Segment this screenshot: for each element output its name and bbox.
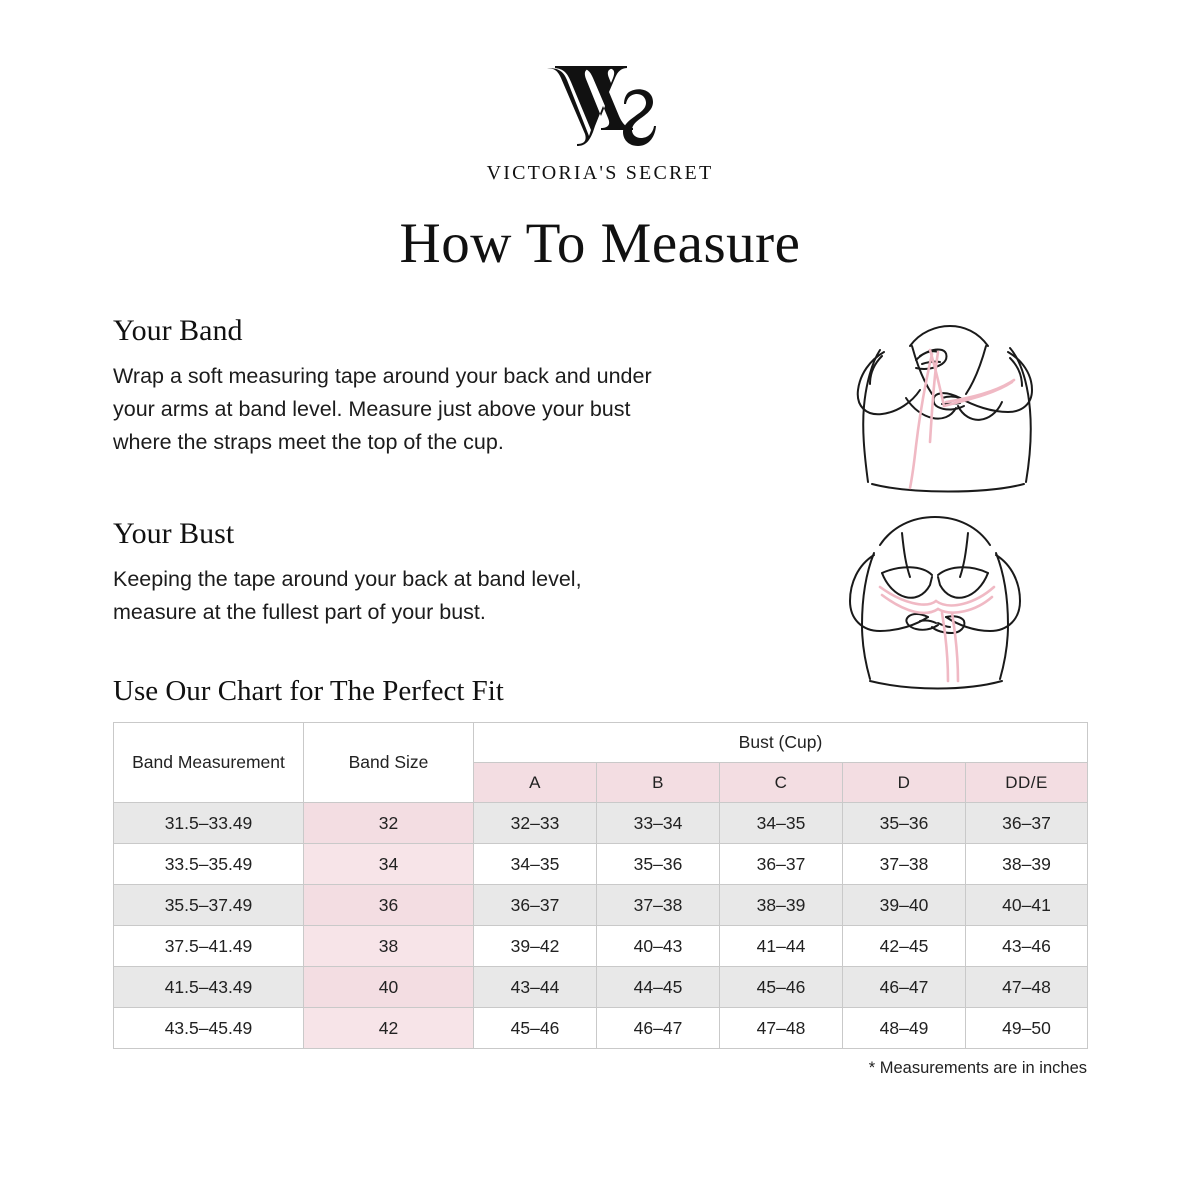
cell-cup-a: 34–35 — [474, 844, 597, 885]
brand-header — [0, 0, 1200, 185]
header-cup-a: A — [474, 763, 597, 803]
cell-band-size: 36 — [304, 885, 474, 926]
brand-name: VICTORIA'S SECRET — [486, 162, 714, 184]
cell-band-size: 42 — [304, 1008, 474, 1049]
section-heading-band: Your Band — [113, 314, 243, 348]
cell-cup-dde: 36–37 — [966, 803, 1088, 844]
table-row — [114, 885, 1088, 926]
cell-cup-c: 47–48 — [720, 1008, 843, 1049]
size-chart-container — [0, 722, 1200, 1049]
cell-band-measurement: 41.5–43.49 — [114, 967, 304, 1008]
table-row — [114, 844, 1088, 885]
cell-cup-d: 42–45 — [843, 926, 966, 967]
cell-band-size: 32 — [304, 803, 474, 844]
cell-band-measurement: 37.5–41.49 — [114, 926, 304, 967]
table-row — [114, 803, 1088, 844]
cell-cup-b: 35–36 — [597, 844, 720, 885]
woman-measuring-band-illustration — [760, 302, 1120, 507]
cell-cup-c: 41–44 — [720, 926, 843, 967]
cell-cup-a: 36–37 — [474, 885, 597, 926]
cell-cup-c: 36–37 — [720, 844, 843, 885]
cell-cup-dde: 40–41 — [966, 885, 1088, 926]
cell-cup-b: 33–34 — [597, 803, 720, 844]
table-row — [114, 926, 1088, 967]
section-heading-bust: Your Bust — [113, 517, 235, 551]
section-your-bust — [0, 517, 1200, 629]
header-cup-c: C — [720, 763, 843, 803]
table-body — [114, 803, 1088, 1049]
cell-cup-a: 32–33 — [474, 803, 597, 844]
cell-cup-c: 45–46 — [720, 967, 843, 1008]
chart-heading: Use Our Chart for The Perfect Fit — [113, 675, 504, 708]
header-cup-b: B — [597, 763, 720, 803]
cell-cup-a: 43–44 — [474, 967, 597, 1008]
header-cup-d: D — [843, 763, 966, 803]
cell-cup-a: 45–46 — [474, 1008, 597, 1049]
woman-measuring-bust-illustration — [770, 503, 1100, 698]
cell-band-size: 34 — [304, 844, 474, 885]
table-row — [114, 1008, 1088, 1049]
cell-cup-b: 46–47 — [597, 1008, 720, 1049]
cell-cup-c: 38–39 — [720, 885, 843, 926]
section-body-bust: Keeping the tape around your back at band level, measure at the fullest part of your bust. — [113, 567, 582, 625]
cell-cup-dde: 38–39 — [966, 844, 1088, 885]
table-head — [114, 723, 1088, 803]
cell-band-measurement: 33.5–35.49 — [114, 844, 304, 885]
cell-cup-b: 44–45 — [597, 967, 720, 1008]
cell-cup-dde: 47–48 — [966, 967, 1088, 1008]
header-bust-group: Bust (Cup) — [474, 723, 1088, 763]
size-chart-table — [113, 722, 1088, 1049]
cell-band-size: 38 — [304, 926, 474, 967]
section-body-band: Wrap a soft measuring tape around your back and under your arms at band level. Measure just above your bust where the straps meet the top of the cup. — [113, 364, 652, 455]
cell-cup-b: 40–43 — [597, 926, 720, 967]
cell-cup-d: 48–49 — [843, 1008, 966, 1049]
cell-cup-d: 39–40 — [843, 885, 966, 926]
cell-cup-d: 35–36 — [843, 803, 966, 844]
cell-cup-d: 37–38 — [843, 844, 966, 885]
section-your-band — [0, 314, 1200, 459]
cell-cup-b: 37–38 — [597, 885, 720, 926]
cell-cup-a: 39–42 — [474, 926, 597, 967]
cell-band-measurement: 43.5–45.49 — [114, 1008, 304, 1049]
table-row — [114, 967, 1088, 1008]
cell-cup-d: 46–47 — [843, 967, 966, 1008]
header-band-measurement: Band Measurement — [114, 723, 304, 803]
header-cup-dde: DD/E — [966, 763, 1088, 803]
cell-band-size: 40 — [304, 967, 474, 1008]
vs-monogram-icon — [0, 58, 1200, 154]
cell-band-measurement: 35.5–37.49 — [114, 885, 304, 926]
cell-cup-dde: 43–46 — [966, 926, 1088, 967]
measurement-footnote: * Measurements are in inches — [868, 1059, 1087, 1078]
page-title: How To Measure — [399, 212, 801, 275]
cell-band-measurement: 31.5–33.49 — [114, 803, 304, 844]
cell-cup-c: 34–35 — [720, 803, 843, 844]
header-band-size: Band Size — [304, 723, 474, 803]
cell-cup-dde: 49–50 — [966, 1008, 1088, 1049]
